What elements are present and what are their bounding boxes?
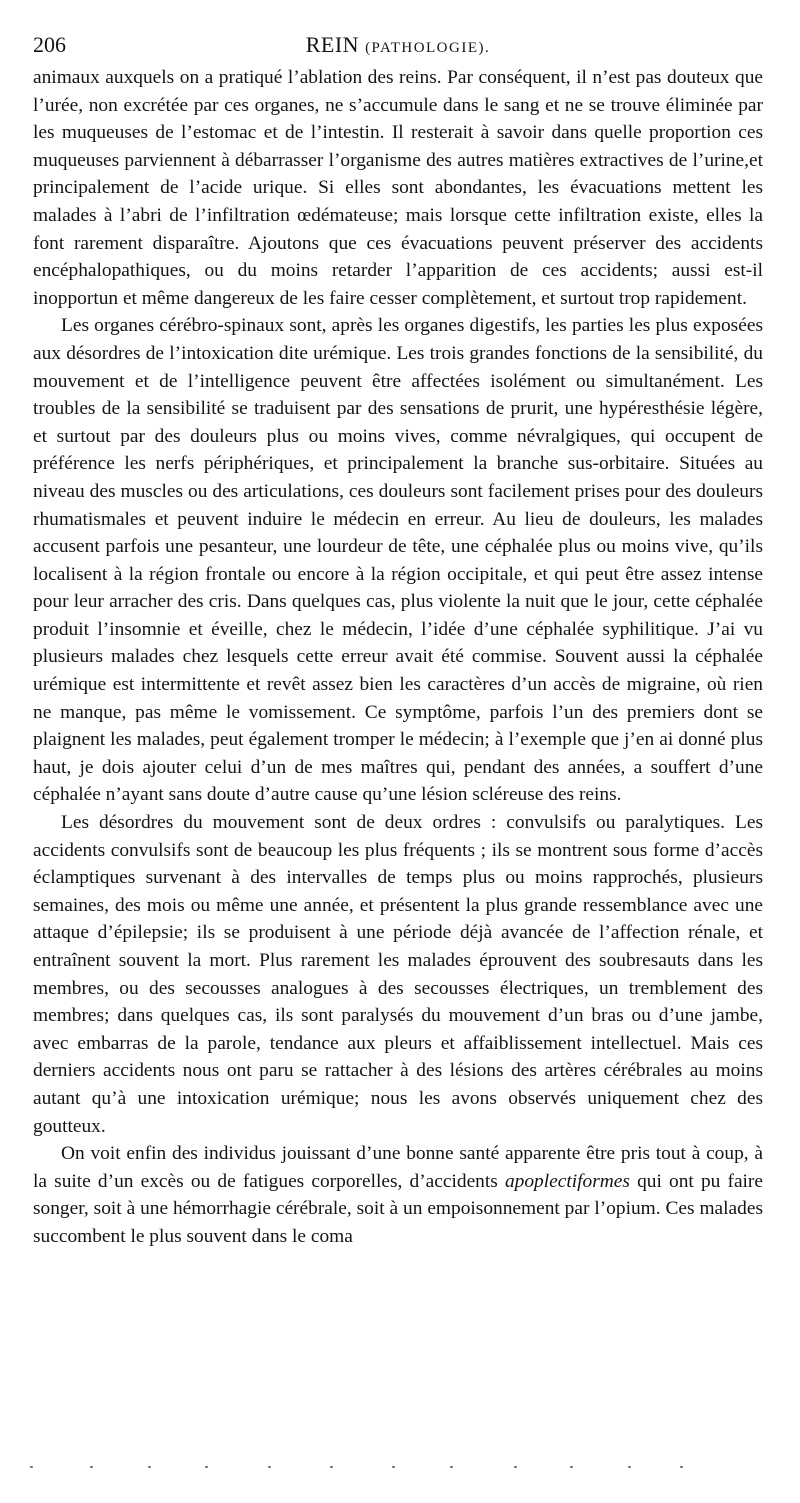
paragraph-apoplectiform <box>33 1140 763 1250</box>
speck <box>392 1466 395 1468</box>
speck <box>30 1466 33 1468</box>
speck <box>628 1466 631 1468</box>
speck <box>330 1466 333 1468</box>
speck <box>450 1466 453 1468</box>
speck <box>148 1466 151 1468</box>
paragraph-continuation: animaux auxquels on a pratiqué l’ablation des reins. Par conséquent, il n’est pas douteux que l’urée, non excrétée par ces organes, ne s’accumule dans le sang et ne se trouve éliminée par les muqueuses de l’estomac et de l’intestin. Il resterait à savoir dans quelle proportion ces muqueuses parviennent à débarrasser l’organisme des autres matières extractives de l’urine,et principalement de l’acide urique. Si elles sont abondantes, les évacuations mettent les malades à l’abri de l’infiltration œdémateuse; mais lorsque cette infiltration existe, elles la font rarement disparaître. Ajoutons que ces évacuations peuvent préserver des accidents encéphalopathiques, ou du moins retarder l’apparition de ces accidents; aussi est-il inopportun et même dangereux de les faire cesser complètement, et surtout trop rapidement. <box>33 67 763 309</box>
book-page <box>33 28 763 1251</box>
page-number: 206 <box>33 32 66 57</box>
speck <box>90 1466 93 1468</box>
italic-term: apoplectiformes <box>504 1170 630 1192</box>
header-title <box>33 28 763 65</box>
scan-artifact-specks <box>30 1466 690 1472</box>
speck <box>570 1466 573 1468</box>
speck <box>680 1466 683 1468</box>
paragraph-cerebro-spinal: Les organes cérébro-spinaux sont, après les organes digestifs, les parties les plus exposées aux désordres de l’intoxication dite urémique. Les trois grandes fonctions de la sensibilité, du mouvement et de l’intelligence peuvent être affectées isolément ou simultanément. Les troubles de la sensibilité se traduisent par des sensations de prurit, une hypéresthésie légère, et surtout par des douleurs plus ou moins vives, comme névralgiques, qui occupent de préférence les nerfs périphériques, et principalement la branche sus-orbitaire. Situées au niveau des muscles ou des articulations, ces douleurs sont facilement prises pour des douleurs rhumatismales et peuvent induire le médecin en erreur. Au lieu de douleurs, les malades accusent parfois une pesanteur, une lourdeur de tête, une céphalée plus ou moins vive, qu’ils localisent à la région frontale ou encore à la région occipitale, et qui peut être assez intense pour leur arracher des cris. Dans quelques cas, plus violente la nuit que le jour, cette céphalée produit l’insomnie et éveille, chez le médecin, l’idée d’une céphalée syphilitique. J’ai vu plusieurs malades chez lesquels cette erreur avait été commise. Souvent aussi la céphalée urémique est intermittente et revêt assez bien les caractères d’un accès de migraine, où rien ne manque, pas même le vomissement. Ce symptôme, parfois l’un des premiers dont se plaignent les malades, peut également tromper le médecin; à l’exemple que j’en ai donné plus haut, je dois ajouter celui d’un de mes maîtres qui, pendant des années, a souffert d’une céphalée n’ayant sans doute d’autre cause qu’une lésion scléreuse des reins. <box>33 315 763 806</box>
header-title-main: REIN <box>305 32 360 57</box>
body-text <box>33 64 763 1251</box>
running-head <box>33 28 763 62</box>
speck <box>268 1466 271 1468</box>
speck <box>514 1466 517 1468</box>
paragraph-movement-disorders: Les désordres du mouvement sont de deux ordres : convulsifs ou paralytiques. Les accidents convulsifs sont de beaucoup les plus fréquents ; ils se montrent sous forme d’accès éclamptiques survenant à des intervalles de temps plus ou moins rapprochés, plusieurs semaines, des mois ou même une année, et présentent la plus grande ressemblance avec une attaque d’épilepsie; ils se produisent à une période déjà avancée de l’affection rénale, et entraînent souvent la mort. Plus rarement les malades éprouvent des soubresauts dans les membres, ou des secousses analogues à des secousses électriques, un tremblement des membres; dans quelques cas, ils sont paralysés du mouvement d’un bras ou d’une jambe, avec embarras de la parole, tendance aux pleurs et affaiblissement intellectuel. Mais ces derniers accidents nous ont paru se rattacher à des lésions des artères cérébrales au moins autant qu’à une intoxication urémique; nous les avons observés uniquement chez des goutteux. <box>33 812 763 1137</box>
speck <box>205 1466 208 1468</box>
paragraph-apoplectiform-text-start: On voit enfin des individus jouissant d’une bonne santé apparente être pris tout à coup, à la suite d’un excès ou de fatigues corporelles, d’accidents <box>33 1143 763 1192</box>
header-title-sub: (PATHOLOGIE). <box>365 40 491 56</box>
paragraph-apoplectiform-text-end: qui ont pu faire songer, soit à une hémorrhagie cérébrale, soit à un empoisonnement par l’opium. Ces malades succombent le plus souvent dans le coma <box>33 1170 763 1247</box>
